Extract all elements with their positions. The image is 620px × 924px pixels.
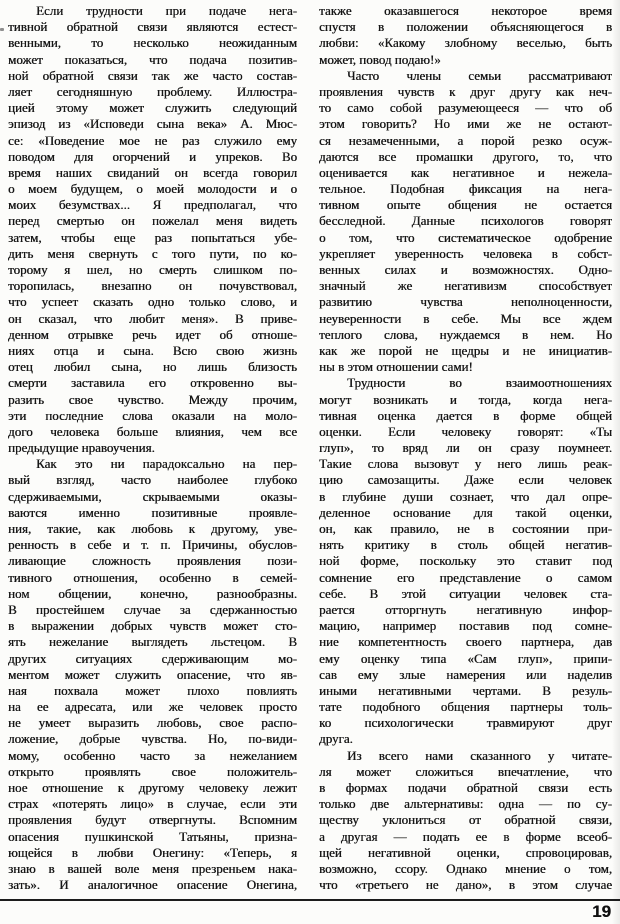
text-line: щей негативной оценки, спровоцировав,	[319, 844, 612, 860]
text-line: денном отрывке речь идет об отноше-	[8, 326, 297, 342]
text-line: укрепляет уверенность человека в собст-	[319, 245, 612, 261]
text-line: этом говорить? Но ими же не остают-	[319, 116, 612, 132]
text-line: ложение, добрые чувства. Но, по-види-	[8, 731, 297, 747]
text-line: тивной обратной связи являются естест-	[8, 19, 297, 35]
scan-artifact-mark	[0, 28, 4, 31]
text-line: вый взгляд, часто наиболее глубоко	[8, 472, 297, 488]
text-line: торому я шел, но смерть слишком по-	[8, 262, 297, 277]
text-line: на ее адресата, или же человек просто	[8, 699, 297, 715]
text-line: Из всего нами сказанного у читате-	[347, 747, 612, 763]
text-line: тивного отношения, особенно в семей-	[8, 569, 297, 585]
text-line: се: «Поведение мое не раз служило ему	[8, 132, 297, 148]
text-line: мому, особенно часто за нежеланием	[8, 747, 297, 763]
text-line: смерти заставила его откровенно вы-	[8, 375, 297, 391]
text-line: сомнение его представление о самом	[319, 569, 612, 585]
text-line: зать». И аналогичное опасение Онегина,	[8, 877, 297, 893]
text-line: о моем будущем, о моей молодости и о	[8, 181, 297, 197]
text-line: неуверенности в себе. Мы все ждем	[319, 310, 612, 326]
text-line: о том, что систематическое одобрение	[319, 229, 612, 245]
text-line: глуп», то вряд ли он сразу поумнеет.	[319, 440, 612, 456]
text-line: дить меня свернуть с того пути, по ко-	[8, 245, 297, 261]
text-line: венными, то несколько неожиданным	[8, 35, 297, 51]
text-line: Как это ни парадоксально на пер-	[36, 456, 297, 472]
text-line: предыдущие нравоучения.	[8, 440, 155, 456]
text-column-right	[319, 3, 612, 893]
text-line: рается отторгнуть негативную инфор-	[319, 601, 612, 617]
text-line: ны в этом отношении сами!	[319, 359, 473, 375]
text-line: в выражении добрых чувств может сто-	[8, 618, 297, 634]
text-line: что успеет сказать одно только слово, и	[8, 294, 297, 310]
page-number: 19	[592, 902, 611, 921]
text-line: бесследной. Данные психологов говорят	[319, 213, 612, 229]
text-line: могут возникать и тогда, когда нега-	[319, 391, 612, 407]
text-line: опасения пушкинской Татьяны, призна-	[8, 828, 297, 844]
text-line: иными негативными чертами. В резуль-	[319, 682, 612, 698]
text-line: ной обратной связи так же часто состав-	[8, 67, 297, 83]
text-line: ляет сегодняшную проблему. Иллюстра-	[8, 83, 297, 99]
text-line: перед смертью он пожелал меня видеть	[8, 213, 297, 229]
text-line: Если трудности при подаче нега-	[36, 3, 297, 18]
text-line: дого человека больше влияния, чем все	[8, 423, 297, 439]
text-line: в формах подачи обратной связи есть	[319, 780, 612, 795]
text-line: также оказавшегося некоторое время	[319, 3, 612, 18]
text-line: может, повод подаю!»	[319, 51, 441, 67]
text-line: мацию, например поставив под сомне-	[319, 618, 612, 634]
text-line: других ситуациях сдерживающим мо-	[8, 650, 297, 666]
text-line: развитию чувства неполноценности,	[319, 294, 612, 310]
text-line: он, как правило, не в состоянии при-	[319, 521, 612, 536]
text-line: время наших свиданий он всегда говорил	[8, 164, 297, 180]
text-line: открыто проявлять свое положитель-	[8, 763, 297, 779]
text-line: ливающие сложность проявления пози-	[8, 553, 297, 569]
text-line: значный же негативизм способствует	[319, 278, 612, 294]
text-line: ментом может служить опасение, что яв-	[8, 666, 297, 682]
text-line: ная похвала может плохо повлиять	[8, 682, 297, 698]
text-line: тельное. Подобная фиксация на нега-	[319, 181, 612, 197]
text-line: эпизод из «Исповеди сына века» А. Мюс-	[8, 116, 297, 132]
text-line: спустя в положении объясняющегося в	[319, 19, 612, 35]
text-line: оценивается как негативное и нежела-	[319, 164, 612, 180]
text-line: друга.	[319, 731, 353, 747]
text-line: ваются именно позитивные проявле-	[8, 504, 297, 520]
text-line: даются все промашки другого, то, что	[319, 148, 612, 164]
text-line: сдерживаемыми, скрываемыми оказы-	[8, 488, 297, 504]
text-line: ном общении, конечно, разнообразны.	[8, 585, 297, 601]
text-line: то само собой разумеющееся — что об	[319, 100, 612, 116]
text-line: ко психологически травмируют друг	[319, 715, 612, 731]
text-line: возможно, ссору. Однако мнение о том,	[319, 860, 612, 876]
text-line: только две альтернативы: одна — по су-	[319, 796, 612, 812]
text-line: моих безумствах... Я предполагал, что	[8, 197, 297, 213]
text-line: тивном опыте общения не остается	[319, 197, 612, 213]
text-line: эти последние слова оказали на моло-	[8, 407, 297, 423]
text-line: ниях отца и сына. Всю свою жизнь	[8, 342, 297, 358]
text-line: страх «потерять лицо» в случае, если эти	[8, 796, 297, 812]
text-line: теплого слова, нуждаемся в нем. Но	[319, 326, 612, 342]
text-line: как же порой не щедры и не инициатив-	[319, 342, 612, 358]
text-column-left	[8, 3, 297, 893]
text-line: ществу уклониться от обратной связи,	[319, 812, 612, 828]
text-line: деленное основание для такой оценки,	[319, 504, 612, 520]
text-line: ние компетентность своего партнера, дав	[319, 634, 612, 650]
text-line: что «третьего не дано», в этом случае	[319, 877, 612, 893]
text-line: сав ему злые намерения или наделив	[319, 666, 612, 682]
text-line: цию самозащиты. Даже если человек	[319, 472, 612, 488]
text-line: ренность в себе и т. п. Причины, обуслов-	[8, 537, 297, 553]
text-line: торопилась, внезапно он почувствовал,	[8, 278, 297, 294]
text-line: ля может сложиться впечатление, что	[319, 763, 612, 779]
text-line: проявления будут отвергнуты. Вспомним	[8, 812, 297, 828]
footer-divider-rule	[0, 899, 620, 901]
text-line: проявления чувств к друг другу как неч-	[319, 83, 612, 99]
text-line: а другая — подать ее в форме всеоб-	[319, 828, 612, 844]
text-line: тивная оценка дается в форме общей	[319, 407, 612, 423]
text-line: венных силах и возможностях. Одно-	[319, 262, 612, 277]
text-line: может показаться, что подача позитив-	[8, 51, 297, 67]
text-line: ему оценку типа «Сам глуп», припи-	[319, 650, 612, 666]
text-line: себе. В этой ситуации человек ста-	[319, 585, 612, 601]
text-line: поводом для огорчений и упреков. Во	[8, 148, 297, 164]
text-line: ющейся в любви Онегину: «Теперь, я	[8, 844, 297, 860]
text-line: Часто члены семьи рассматривают	[347, 67, 612, 83]
text-line: разить свое чувство. Между прочим,	[8, 391, 297, 407]
text-line: он сказал, что любит меня». В приве-	[8, 310, 297, 326]
text-line: нять критику в столь общей негатив-	[319, 537, 612, 553]
text-line: затем, чтобы еще раз попытаться убе-	[8, 229, 297, 245]
text-line: ять нежелание выглядеть льстецом. В	[8, 634, 297, 650]
text-line: в глубине души сознает, что дал опре-	[319, 488, 612, 504]
text-line: ное отношение к другому человеку лежит	[8, 780, 297, 795]
text-line: Такие слова вызовут у него лишь реак-	[319, 456, 612, 472]
text-line: цией этому может служить следующий	[8, 100, 297, 116]
text-line: любви: «Какому злобному веселью, быть	[319, 35, 612, 51]
text-line: не умеет выразить любовь, свое распо-	[8, 715, 297, 731]
text-line: ния, такие, как любовь к другому, уве-	[8, 521, 297, 536]
page-edge-shading	[612, 0, 620, 924]
text-line: Трудности во взаимоотношениях	[347, 375, 612, 391]
text-line: тате подобного общения партнеры толь-	[319, 699, 612, 715]
text-line: оценки. Если человеку говорят: «Ты	[319, 423, 612, 439]
text-line: знаю в вашей воле меня презреньем нака-	[8, 860, 297, 876]
text-line: ся незамеченными, а порой резко осуж-	[319, 132, 612, 148]
text-line: ной форме, поскольку это ставит под	[319, 553, 612, 569]
text-line: отец любил сына, но лишь близость	[8, 359, 297, 375]
text-line: В простейшем случае за сдержанностью	[8, 601, 297, 617]
